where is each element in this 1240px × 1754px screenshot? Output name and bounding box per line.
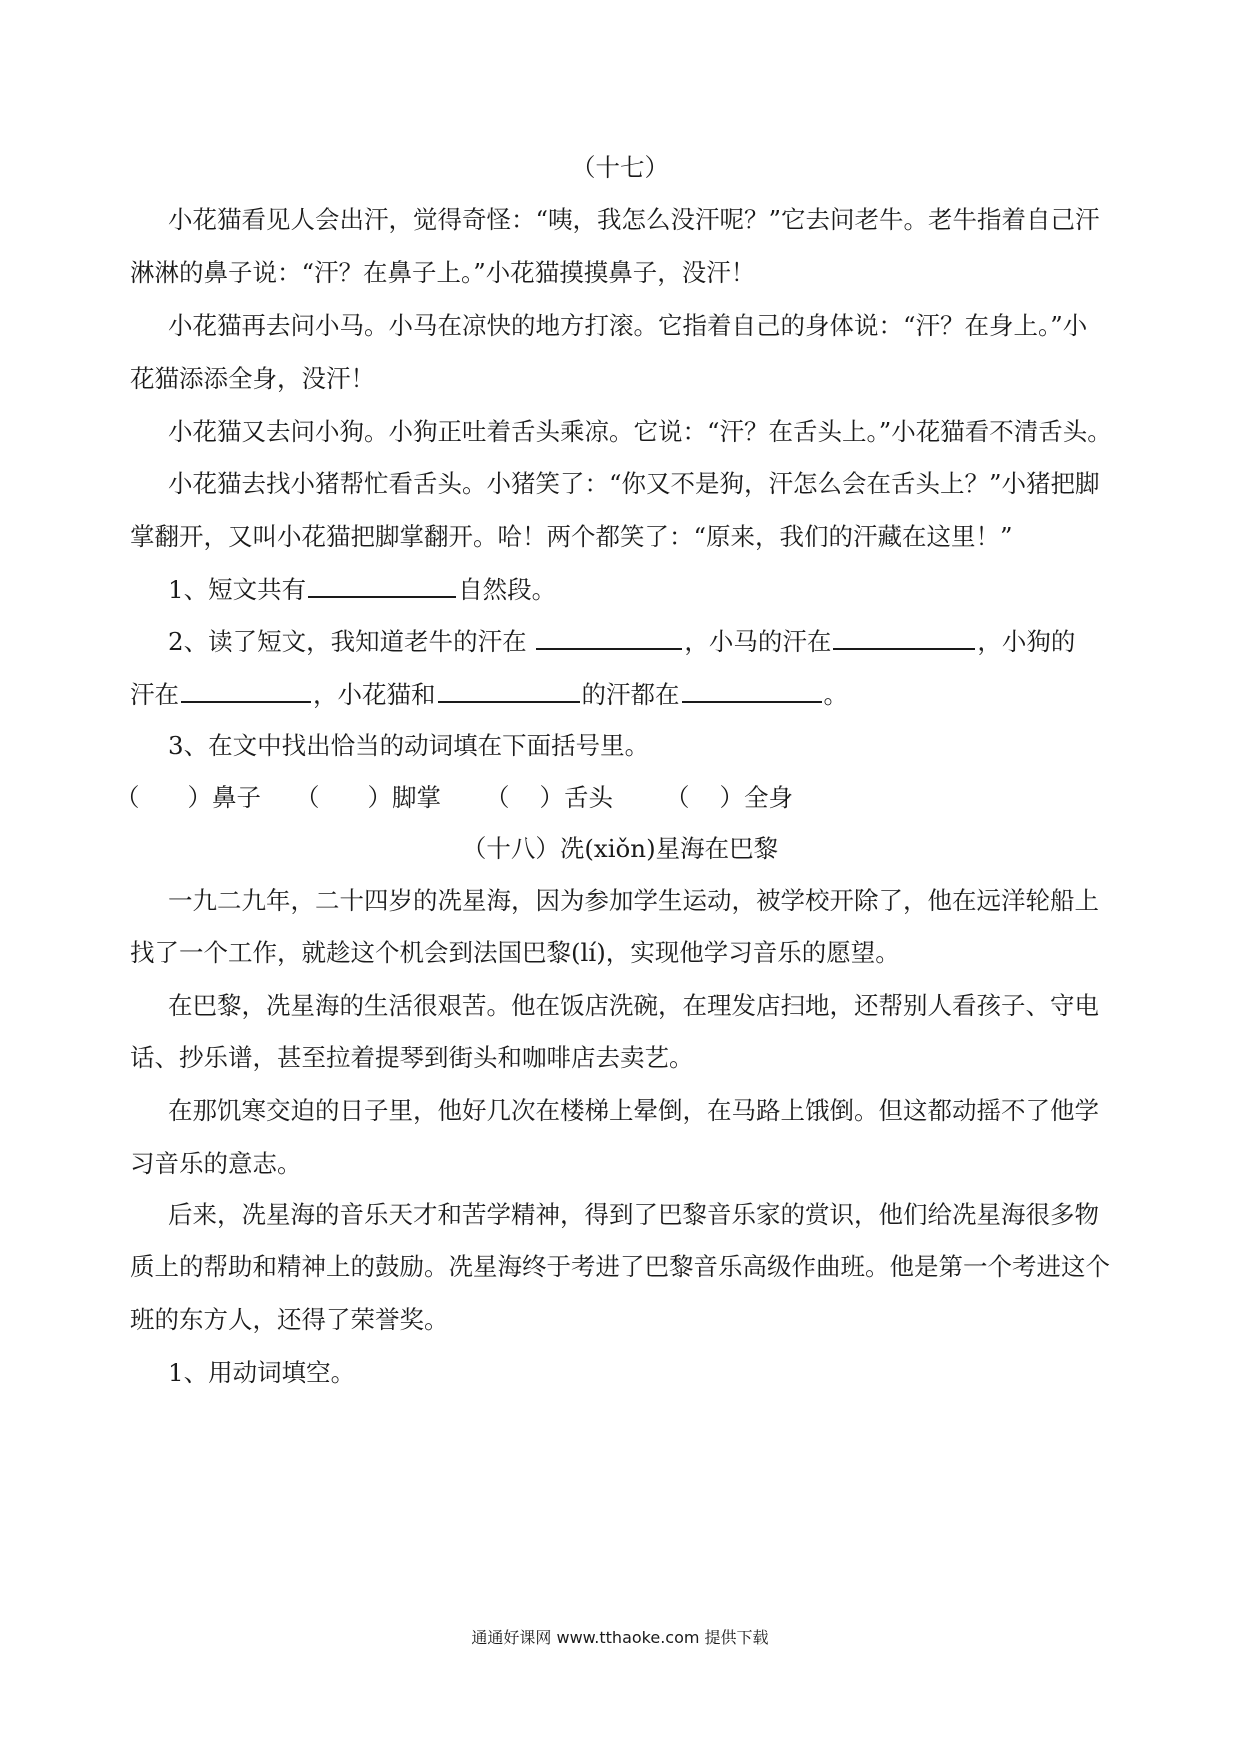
- paragraph-line: 掌翻开，又叫小花猫把脚掌翻开。哈！两个都笑了：“原来，我们的汗藏在这里！”: [130, 522, 1013, 551]
- section-18-title: （十八）冼(xiǒn)星海在巴黎: [461, 834, 779, 863]
- question-text: 。: [823, 680, 848, 709]
- paragraph-line: 班的东方人，还得了荣誉奖。: [130, 1305, 449, 1334]
- paragraph-line: 质上的帮助和精神上的鼓励。冼星海终于考进了巴黎音乐高级作曲班。他是第一个考进这个: [130, 1252, 1110, 1281]
- paragraph-line: 花猫添添全身，没汗！: [130, 364, 375, 393]
- verb-item: （ ）舌头: [485, 783, 613, 812]
- question-2: [168, 626, 1168, 658]
- paragraph-line: 在巴黎，冼星海的生活很艰苦。他在饭店洗碗，在理发店扫地，还帮别人看孩子、守电: [168, 991, 1099, 1020]
- answer-blank[interactable]: [682, 681, 822, 703]
- paragraph-line: 淋淋的鼻子说：“汗？在鼻子上。”小花猫摸摸鼻子，没汗！: [130, 258, 756, 287]
- footer-credit: 通通好课网 www.tthaoke.com 提供下载: [471, 1628, 769, 1647]
- verb-item: （ ）脚掌: [295, 783, 441, 812]
- paragraph-line: 话、抄乐谱，甚至拉着提琴到街头和咖啡店去卖艺。: [130, 1043, 694, 1072]
- answer-blank[interactable]: [308, 576, 456, 598]
- question-1: [168, 574, 1168, 606]
- paragraph-line: 在那饥寒交迫的日子里，他好几次在楼梯上晕倒，在马路上饿倒。但这都动摇不了他学: [168, 1096, 1099, 1125]
- paragraph-line: 小花猫又去问小狗。小狗正吐着舌头乘凉。它说：“汗？在舌头上。”小花猫看不清舌头。: [168, 417, 1112, 446]
- question-text: ，小花猫和: [313, 680, 436, 709]
- paragraph-line: 习音乐的意志。: [130, 1149, 302, 1178]
- verb-item: （ ）鼻子: [115, 783, 261, 812]
- question-text: 的汗都在: [581, 680, 680, 709]
- answer-blank[interactable]: [833, 628, 975, 650]
- paragraph-line: 找了一个工作，就趁这个机会到法国巴黎(lí)，实现他学习音乐的愿望。: [130, 938, 900, 967]
- paragraph-line: 小花猫再去问小马。小马在凉快的地方打滚。它指着自己的身体说：“汗？在身上。”小: [168, 311, 1088, 340]
- answer-blank[interactable]: [536, 628, 682, 650]
- paragraph-line: 一九二九年，二十四岁的冼星海，因为参加学生运动，被学校开除了，他在远洋轮船上: [168, 886, 1099, 915]
- question-text: ，小马的汗在: [684, 627, 832, 656]
- question-text: 2、读了短文，我知道老牛的汗在: [168, 627, 527, 656]
- section-18-question-1: 1、用动词填空。: [168, 1358, 356, 1387]
- question-text: 汗在: [130, 680, 179, 709]
- answer-blank[interactable]: [438, 681, 580, 703]
- question-text: 自然段。: [458, 575, 557, 604]
- section-17-title: （十七）: [571, 153, 669, 182]
- question-2-continued: [130, 679, 1130, 711]
- answer-blank[interactable]: [181, 681, 311, 703]
- question-text: 1、短文共有: [168, 575, 307, 604]
- paragraph-line: 小花猫去找小猪帮忙看舌头。小猪笑了：“你又不是狗，汗怎么会在舌头上？”小猪把脚: [168, 469, 1100, 498]
- paragraph-line: 小花猫看见人会出汗，觉得奇怪：“咦，我怎么没汗呢？”它去问老牛。老牛指着自己汗: [168, 205, 1100, 234]
- question-text: ，小狗的: [977, 627, 1076, 656]
- verb-item: （ ）全身: [665, 783, 793, 812]
- paragraph-line: 后来，冼星海的音乐天才和苦学精神，得到了巴黎音乐家的赏识，他们给冼星海很多物: [168, 1200, 1099, 1229]
- question-3: 3、在文中找出恰当的动词填在下面括号里。: [168, 731, 650, 760]
